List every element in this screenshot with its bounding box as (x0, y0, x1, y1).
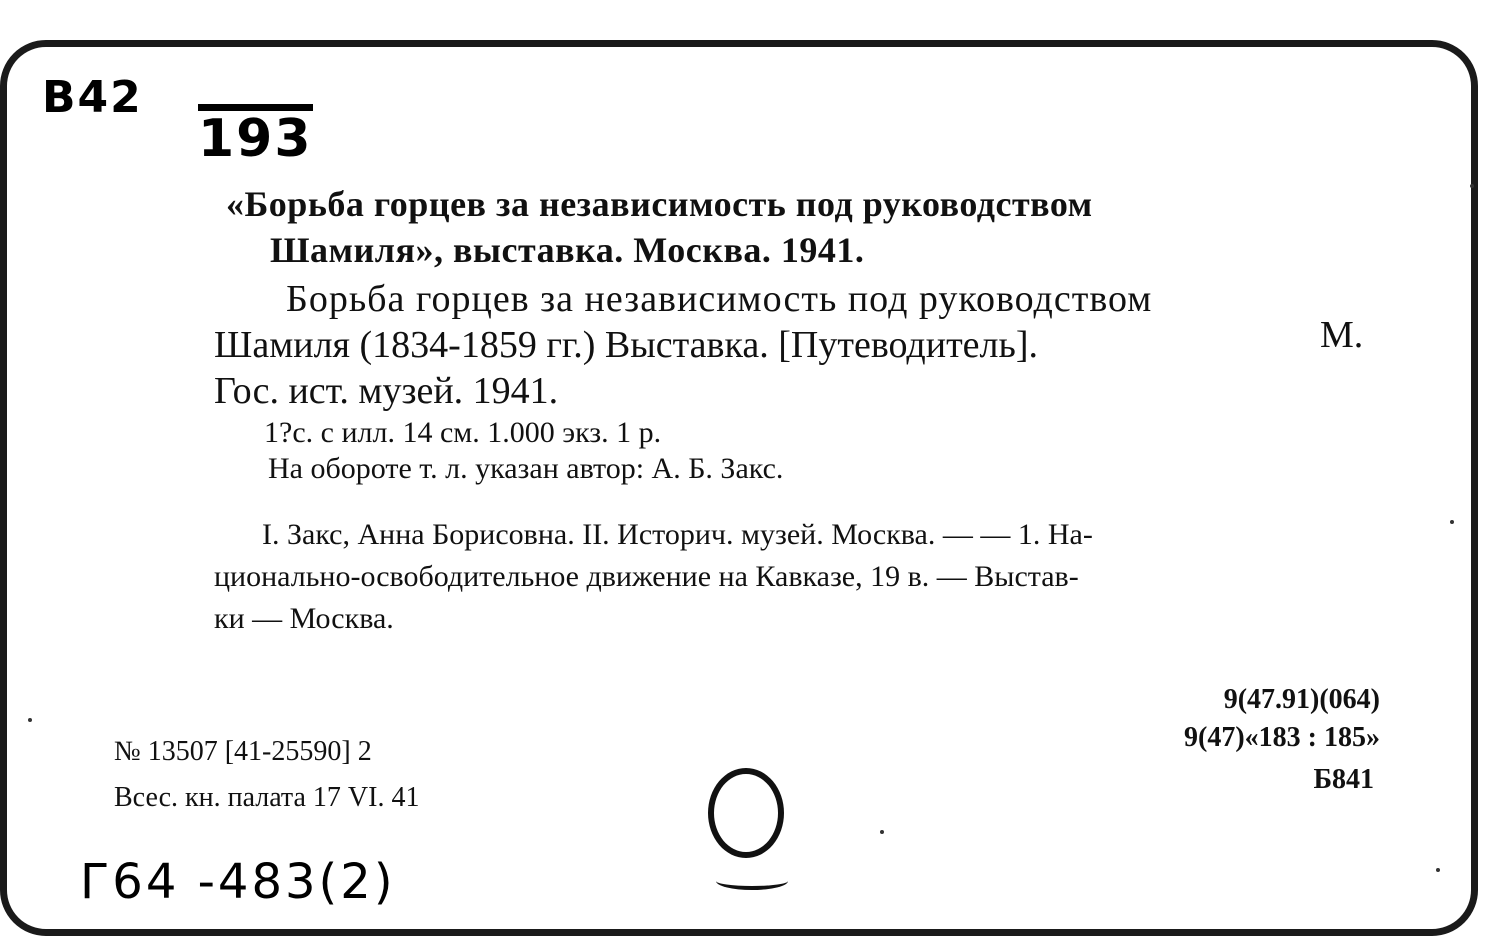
speck (28, 718, 32, 722)
description-line-3: Гос. ист. музей. 1941. (214, 370, 559, 412)
stamp-mark (716, 872, 788, 890)
tracing-line-2: ционально-освободительное движение на Кавказе, 19 в. — Выстав- (214, 560, 1079, 593)
handwritten-inventory-number: Г64 -483(2) (80, 854, 396, 910)
description-place: М. (1320, 314, 1364, 356)
classification-2: 9(47)«183 : 185» (1184, 722, 1380, 753)
registration-number: № 13507 [41-25590] 2 (114, 736, 372, 767)
book-chamber-date: Всес. кн. палата 17 VI. 41 (114, 782, 420, 813)
speck (1436, 868, 1440, 872)
speck (1470, 184, 1474, 188)
note-line: На обороте т. л. указан автор: А. Б. Закс. (268, 452, 784, 485)
speck (880, 830, 884, 834)
speck (1450, 520, 1454, 524)
oval-stamp (708, 768, 784, 858)
shelf-mark-prefix: В42 (42, 72, 143, 123)
description-line-2: Шамиля (1834-1859 гг.) Выставка. [Путеводитель]. (214, 324, 1038, 366)
tracing-line-3: ки — Москва. (214, 602, 394, 635)
heading-line-2: Шамиля», выставка. Москва. 1941. (270, 230, 865, 270)
tracing-line-1: I. Закс, Анна Борисовна. II. Историч. музей. Москва. — — 1. На- (262, 518, 1093, 551)
classification-3: Б841 (1313, 764, 1374, 795)
classification-1: 9(47.91)(064) (1223, 684, 1380, 715)
description-line-1: Борьба горцев за независимость под руководством (286, 278, 1153, 320)
physical-description: 1?с. с илл. 14 см. 1.000 экз. 1 р. (264, 416, 662, 449)
shelf-mark-number: 193 (198, 104, 313, 165)
heading-line-1: «Борьба горцев за независимость под руководством (226, 184, 1093, 224)
